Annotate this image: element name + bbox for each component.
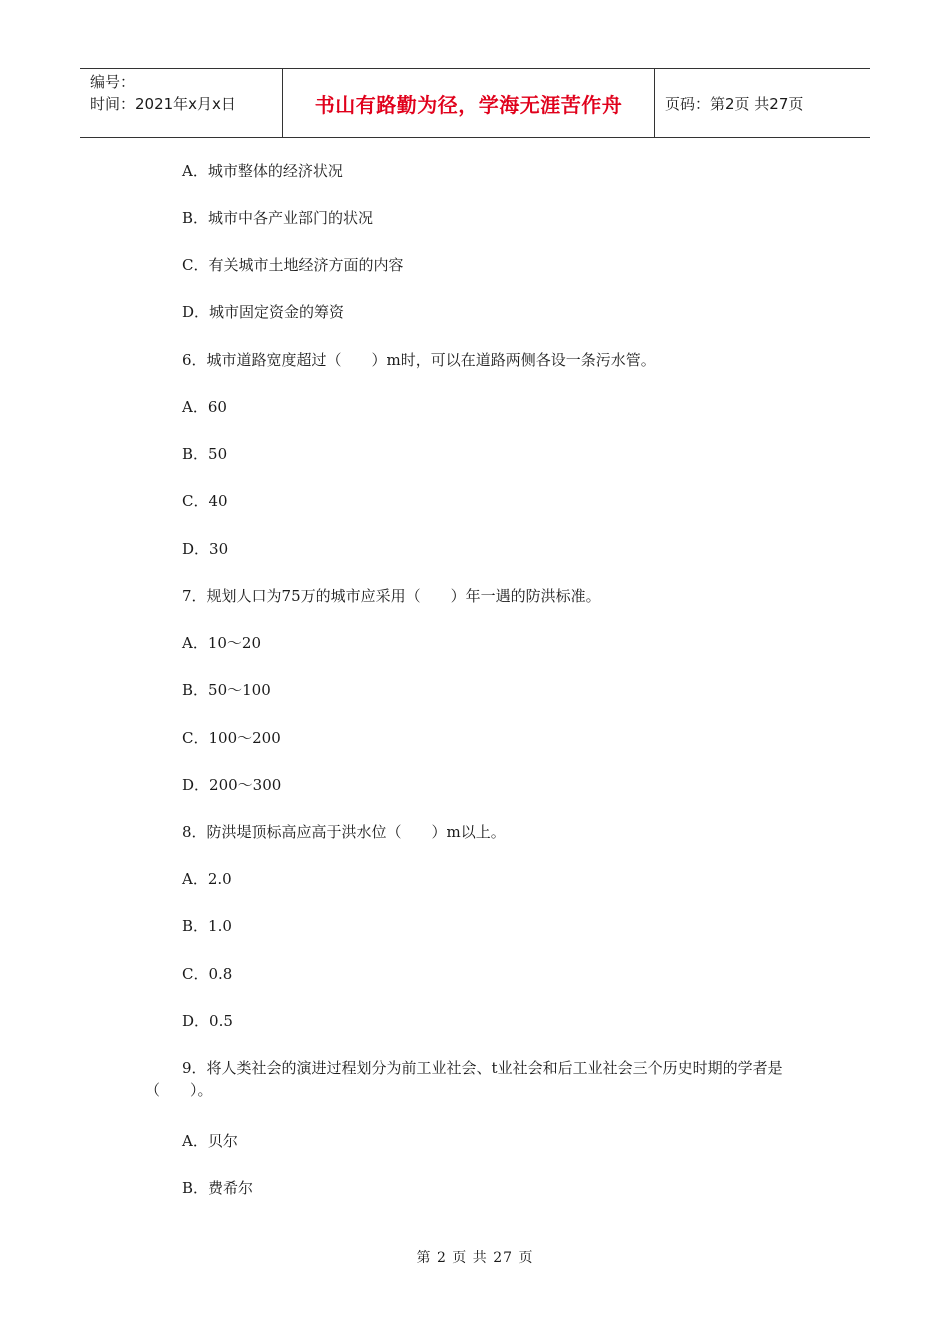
option-line: B．城市中各产业部门的状况 <box>182 209 374 227</box>
option-line: B．50 <box>182 445 228 463</box>
doc-number-label: 编号： <box>90 73 136 91</box>
header-meta <box>80 69 282 137</box>
option-line: D．城市固定资金的筹资 <box>182 303 345 321</box>
header-page-info-cell <box>655 69 870 137</box>
option-line: D．0.5 <box>182 1012 233 1030</box>
header-motto: 书山有路勤为径，学海无涯苦作舟 <box>314 92 623 117</box>
question-7: 7．规划人口为75万的城市应采用（ ）年一遇的防洪标准。 <box>182 587 601 605</box>
question-8: 8．防洪堤顶标高应高于洪水位（ ）m以上。 <box>182 823 506 841</box>
option-line: B．费希尔 <box>182 1179 254 1197</box>
option-line: A．贝尔 <box>182 1132 238 1150</box>
option-line: C．100～200 <box>182 729 281 747</box>
option-line: C．40 <box>182 492 228 510</box>
option-line: B．50～100 <box>182 681 271 699</box>
option-line: A．60 <box>182 398 227 416</box>
question-9: 9．将人类社会的演进过程划分为前工业社会、t业社会和后工业社会三个历史时期的学者是（ ）。 <box>145 1059 783 1099</box>
doc-time-label: 时间：2021年x月x日 <box>90 95 236 113</box>
option-line: A．10～20 <box>182 634 262 652</box>
option-line: C．0.8 <box>182 965 233 983</box>
header-page-info: 页码：第2页 共27页 <box>665 94 804 113</box>
page-footer: 第 2 页 共 27 页 <box>416 1250 534 1266</box>
option-line: D．200～300 <box>182 776 282 794</box>
option-line: A．2.0 <box>182 870 232 888</box>
option-line: D．30 <box>182 540 229 558</box>
option-line: A．城市整体的经济状况 <box>182 162 343 180</box>
option-line: B．1.0 <box>182 917 232 935</box>
question-6: 6．城市道路宽度超过（ ）m时，可以在道路两侧各设一条污水管。 <box>182 351 656 369</box>
page-header <box>80 68 870 138</box>
header-motto-cell <box>282 69 655 137</box>
option-line: C．有关城市土地经济方面的内容 <box>182 256 404 274</box>
